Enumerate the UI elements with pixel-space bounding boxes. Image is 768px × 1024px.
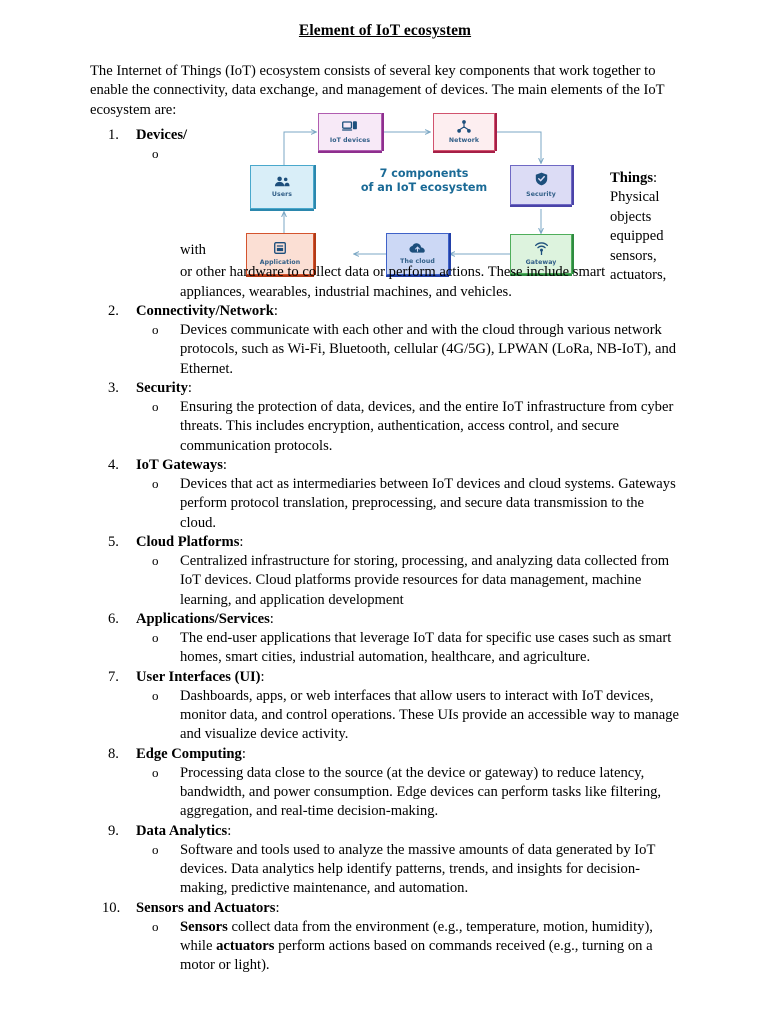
bullet-o-icon: o (152, 146, 159, 162)
item2-colon: : (273, 302, 278, 319)
item8-number: 8. (108, 745, 119, 762)
item10-heading: Sensors and Actuators (136, 899, 276, 916)
item2-body: Devices communicate with each other and with the cloud through various network protocols, such as Wi-Fi, Bluetooth, cellular (4G/5G), LPWAN (LoRa, NB-IoT), and Ethernet. (180, 322, 677, 377)
list-item-7 (90, 668, 680, 745)
item9-body: Software and tools used to analyze the massive amounts of data generated by IoT devices. Data analytics help identify patterns, trends, and insights for decision-making, predictive maintenance, and automation. (180, 841, 656, 897)
item5-number: 5. (108, 533, 119, 550)
list-item-8 (90, 745, 680, 822)
item8-sublist (136, 764, 680, 822)
item6-heading: Applications/Services (136, 610, 270, 627)
item6-body: The end-user applications that leverage IoT data for specific use cases such as smart homes, smart cities, industrial automation, healthcare, and agriculture. (180, 630, 672, 666)
bullet-o-icon: o (152, 399, 159, 415)
item5-heading: Cloud Platforms (136, 533, 240, 550)
list-item (136, 475, 680, 533)
item7-number: 7. (108, 668, 119, 685)
item7-sublist (136, 687, 680, 745)
node-label-iot-devices: IoT devices (329, 136, 371, 144)
list-item (136, 145, 680, 302)
list-item-6 (90, 610, 680, 668)
item1-heading: Devices/ (136, 127, 188, 144)
item10-actuators-bold: actuators (216, 938, 275, 955)
list-item (136, 629, 680, 668)
bullet-o-icon: o (152, 687, 159, 703)
item9-sublist (136, 841, 680, 899)
item2-heading: Connectivity/Network (136, 302, 274, 319)
item7-colon: : (260, 668, 265, 685)
list-item (136, 398, 680, 456)
item10-text-1: collect data from the environment (e.g., temperature, motion, humidity), while (180, 918, 653, 955)
bullet-o-icon: o (152, 476, 159, 492)
item1-float-spacer (180, 145, 680, 263)
item10-text-2: perform actions based on commands received (e.g., turning on a motor or light). (180, 938, 653, 974)
elements-outline-list (90, 126, 680, 976)
item4-body: Devices that act as intermediaries between IoT devices and cloud systems. Gateways perform protocol translation, preprocessing, and secure data transmission to the cloud. (180, 476, 676, 531)
item10-colon: : (275, 899, 280, 916)
item3-colon: : (187, 379, 192, 396)
item1-tail-line1: or other hardware to collect data or perform actions. These include smart (180, 264, 606, 281)
list-item (136, 764, 680, 822)
bullet-o-icon: o (152, 918, 159, 934)
list-item-2 (90, 302, 680, 379)
list-item (136, 687, 680, 745)
bullet-o-icon: o (152, 841, 159, 857)
item8-body: Processing data close to the source (at the device or gateway) to reduce latency, bandwidth, and power consumption. Edge devices can perform tasks like filtering, aggregation, and real-time decision-making. (180, 764, 662, 820)
item1-things-rest: : Physical objects equipped (610, 170, 664, 245)
item3-body: Ensuring the protection of data, devices, and the entire IoT infrastructure from cyber threats. This includes encryption, authentication, access control, and secure communication protocols. (180, 399, 674, 454)
intro-paragraph: The Internet of Things (IoT) ecosystem consists of several key components that work together to enable the connectivity, data exchange, and management of devices. The main elements of the IoT ecosystem are: (90, 63, 665, 118)
list-item-1 (90, 126, 680, 302)
item10-sublist (136, 918, 680, 976)
item10-sensors-bold: Sensors (180, 918, 228, 935)
list-item (136, 321, 680, 379)
item4-heading: IoT Gateways (136, 456, 223, 473)
item5-colon: : (239, 533, 244, 550)
item5-sublist (136, 552, 680, 610)
center-title-line2: of an IoT ecosystem (360, 181, 488, 194)
list-item-4 (90, 456, 680, 533)
bullet-o-icon: o (152, 630, 159, 646)
item1-things-rest2: sensors, actuators, (610, 247, 667, 284)
item9-number: 9. (108, 822, 119, 839)
item7-body: Dashboards, apps, or web interfaces that allow users to interact with IoT devices, monitor data, and control operations. These UIs provide an accessible way to manage and visualize device activity. (180, 687, 680, 743)
list-item-10 (90, 899, 680, 976)
item3-heading: Security (136, 379, 188, 396)
item1-with-word: with (180, 242, 206, 258)
bullet-o-icon: o (152, 322, 159, 338)
item2-sublist (136, 321, 680, 379)
item1-number: 1. (108, 127, 119, 144)
node-label-security: Security (526, 190, 556, 198)
list-item (136, 841, 680, 899)
item4-colon: : (222, 456, 227, 473)
bullet-o-icon: o (152, 553, 159, 569)
list-item (136, 552, 680, 610)
item7-heading: User Interfaces (UI) (136, 668, 261, 685)
item9-heading: Data Analytics (136, 822, 228, 839)
bullet-o-icon: o (152, 764, 159, 780)
item2-number: 2. (108, 302, 119, 319)
node-label-application: Application (259, 258, 301, 266)
node-label-network: Network (448, 137, 480, 144)
node-label-the-cloud: The cloud (400, 258, 435, 265)
item8-colon: : (241, 745, 246, 762)
item6-number: 6. (108, 610, 119, 627)
item4-number: 4. (108, 456, 119, 473)
item6-colon: : (269, 610, 274, 627)
item1-sublist (136, 145, 680, 302)
list-item-3 (90, 379, 680, 456)
list-item (136, 918, 680, 976)
item3-number: 3. (108, 379, 119, 396)
item10-number: 10. (102, 899, 121, 916)
node-label-gateway: Gateway (525, 259, 557, 266)
list-item-9 (90, 822, 680, 899)
item4-sublist (136, 475, 680, 533)
node-label-users: Users (271, 191, 293, 198)
item1-things-bold: Things (610, 170, 653, 186)
item8-heading: Edge Computing (136, 745, 242, 762)
item9-colon: : (227, 822, 232, 839)
item1-tail-line2: appliances, wearables, industrial machines, and vehicles. (180, 283, 512, 300)
list-item-5 (90, 533, 680, 610)
page-title: Element of IoT ecosystem (298, 22, 472, 39)
item3-sublist (136, 398, 680, 456)
item6-sublist (136, 629, 680, 668)
center-title-line1: 7 components (379, 167, 469, 180)
item5-body: Centralized infrastructure for storing, processing, and analyzing data collected from IoT devices. Cloud platforms provide resources for data management, machine learning, and application development (180, 553, 670, 608)
